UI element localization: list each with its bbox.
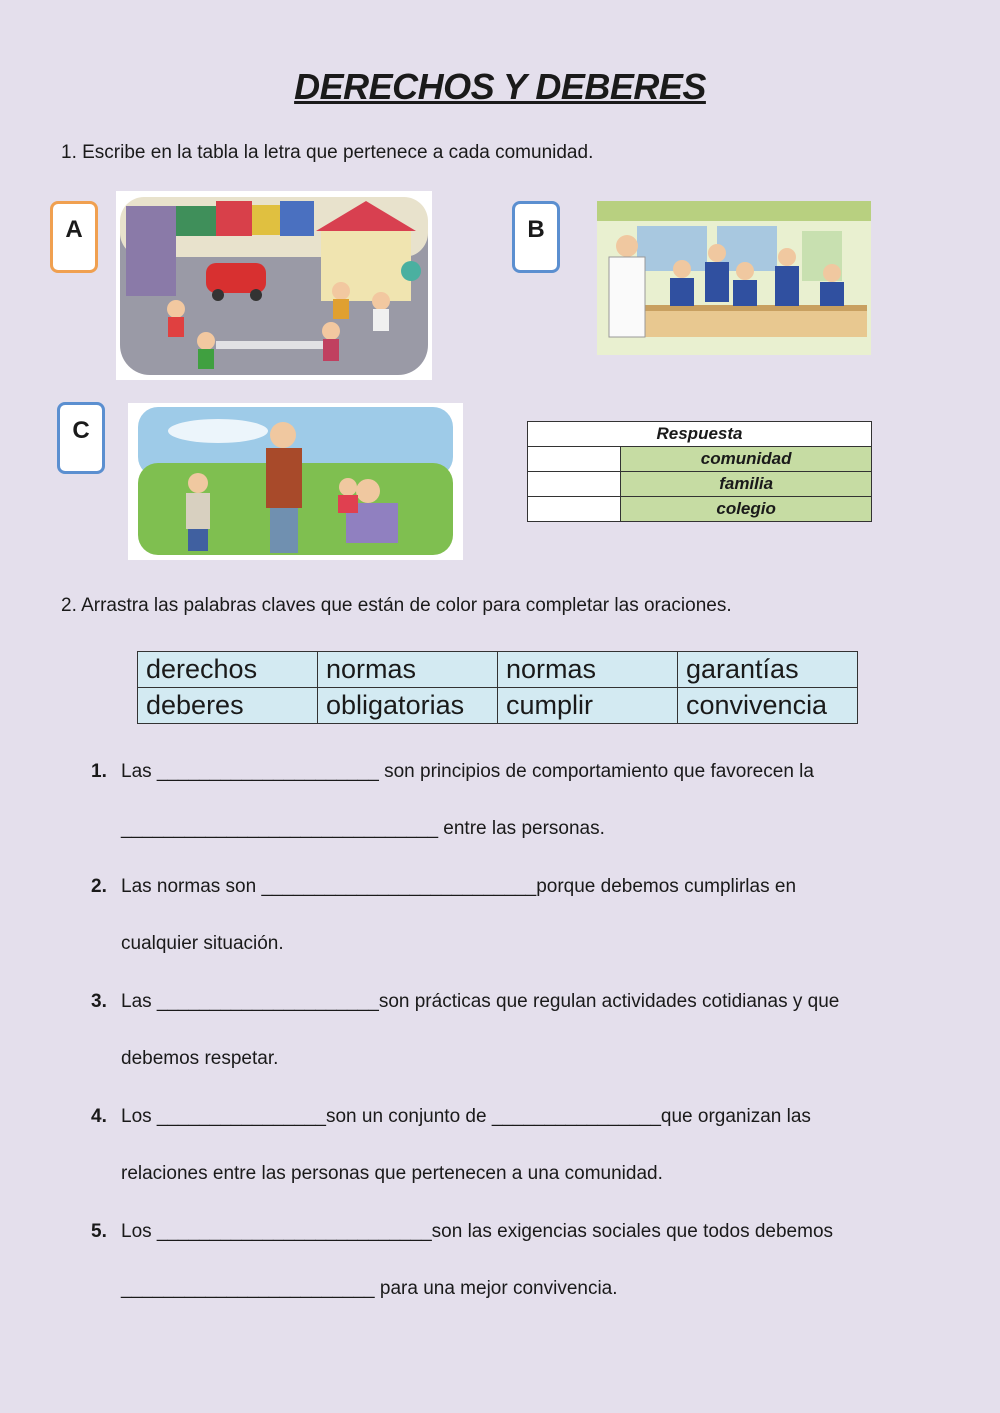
table-row — [528, 447, 872, 472]
letter-b-box — [512, 201, 560, 273]
word-chip[interactable]: normas — [318, 652, 498, 688]
response-table-header: Respuesta — [528, 422, 872, 447]
question-text: Los __________________________son las exigencias sociales que todos debemos — [121, 1221, 834, 1242]
question-number: 3. — [91, 991, 107, 1012]
question-text: Las _____________________ son principios de comportamiento que favorecen la — [121, 761, 814, 782]
family-image — [128, 403, 463, 560]
row-label: colegio — [621, 497, 872, 522]
answer-cell-colegio[interactable] — [528, 497, 621, 522]
question-2 — [91, 875, 796, 899]
letter-a: A — [65, 216, 83, 243]
question-4-cont: relaciones entre las personas que pertenecen a una comunidad. — [121, 1163, 663, 1184]
word-chip[interactable]: cumplir — [498, 688, 678, 724]
word-chip[interactable]: obligatorias — [318, 688, 498, 724]
question-number: 2. — [91, 876, 107, 897]
question-4 — [91, 1105, 811, 1129]
word-chip[interactable]: derechos — [138, 652, 318, 688]
school-classroom-image — [597, 201, 871, 355]
instruction-1: 1. Escribe en la tabla la letra que pertenece a cada comunidad. — [61, 142, 594, 163]
question-5 — [91, 1220, 833, 1244]
page-title: DERECHOS Y DEBERES — [294, 66, 706, 107]
table-row — [528, 472, 872, 497]
word-bank — [137, 651, 858, 724]
table-row — [138, 652, 858, 688]
table-row — [528, 497, 872, 522]
question-text: Las normas son __________________________porque debemos cumplirlas en — [121, 876, 797, 897]
word-chip[interactable]: convivencia — [678, 688, 858, 724]
question-2-cont: cualquier situación. — [121, 933, 284, 954]
letter-c: C — [72, 417, 90, 444]
question-1-cont: ______________________________ entre las personas. — [121, 818, 605, 839]
response-table — [527, 421, 872, 522]
answer-cell-familia[interactable] — [528, 472, 621, 497]
table-row — [138, 688, 858, 724]
letter-c-box — [57, 402, 105, 474]
question-text: Los ________________son un conjunto de ________________que organizan las — [121, 1106, 811, 1127]
word-chip[interactable]: normas — [498, 652, 678, 688]
question-number: 5. — [91, 1221, 107, 1242]
question-5-cont: ________________________ para una mejor convivencia. — [121, 1278, 618, 1299]
community-street-image — [116, 191, 432, 380]
answer-cell-comunidad[interactable] — [528, 447, 621, 472]
question-text: Las _____________________son prácticas que regulan actividades cotidianas y que — [121, 991, 840, 1012]
word-chip[interactable]: deberes — [138, 688, 318, 724]
question-1 — [91, 760, 814, 784]
letter-b: B — [527, 216, 545, 243]
row-label: familia — [621, 472, 872, 497]
question-3 — [91, 990, 839, 1014]
question-3-cont: debemos respetar. — [121, 1048, 279, 1069]
question-number: 1. — [91, 761, 107, 782]
row-label: comunidad — [621, 447, 872, 472]
question-number: 4. — [91, 1106, 107, 1127]
letter-a-box — [50, 201, 98, 273]
word-chip[interactable]: garantías — [678, 652, 858, 688]
instruction-2: 2. Arrastra las palabras claves que están de color para completar las oraciones. — [61, 595, 732, 616]
